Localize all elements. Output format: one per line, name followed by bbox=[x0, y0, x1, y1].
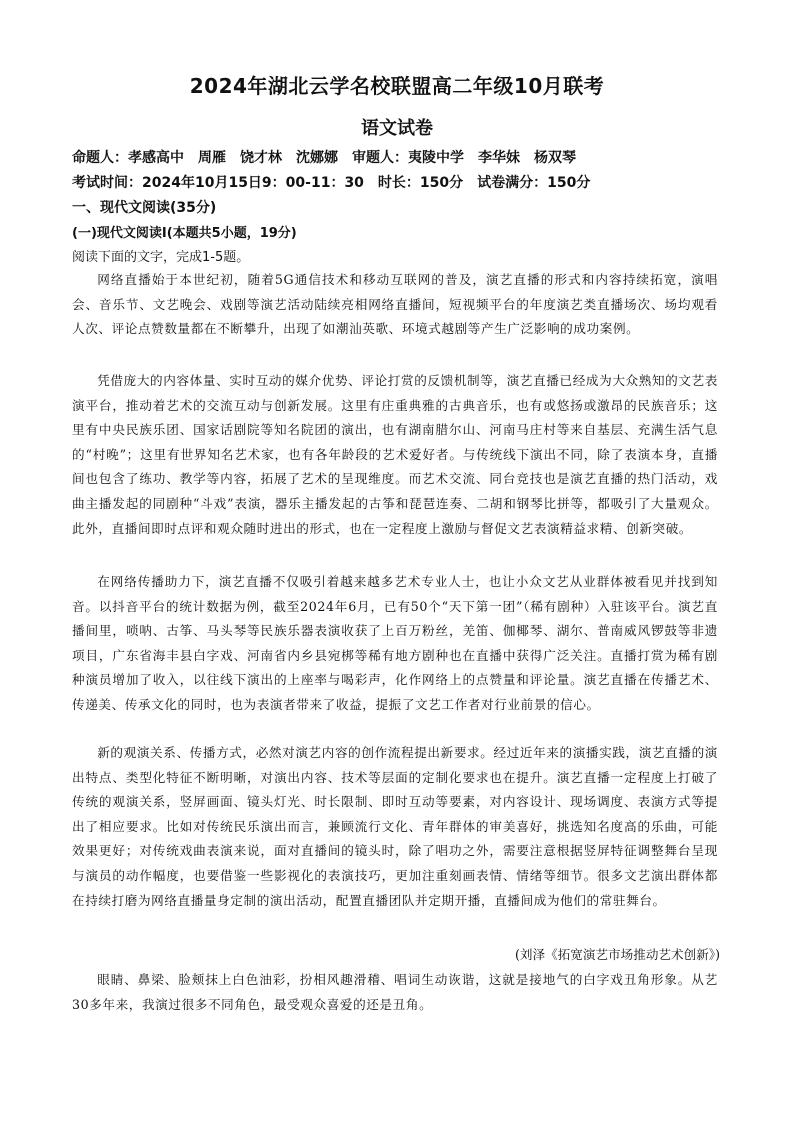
authors-line: 命题人：孝感高中 周雁 饶才林 沈娜娜 审题人：夷陵中学 李华妹 杨双琴 bbox=[72, 150, 576, 166]
paragraph-text: 眼睛、鼻梁、脸颊抹上白色油彩，扮相风趣滑稽、唱词生动诙谐，这就是接地气的白字戏丑角形象。从艺30多年来，我演过很多不同角色，最受观众喜爱的还是丑角。 bbox=[72, 972, 718, 1012]
article-citation: (刘泽《拓宽演艺市场推动艺术创新》) bbox=[514, 947, 720, 962]
exam-title: 2024年湖北云学名校联盟高二年级10月联考 bbox=[189, 74, 605, 98]
paragraph-text: 在网络传播助力下，演艺直播不仅吸引着越来越多艺术专业人士，也让小众文艺从业群体被看见并找到知音。以抖音平台的统计数据为例，截至2024年6月，已有50个“天下第一团”（稀有剧种）入驻该平台。演艺直播间里，唢呐、古筝、马头琴等民族乐器表演收获了上百万粉丝，羌笛、伽椰琴、湖尔、普南威风锣鼓等非遗项目，广东省海丰县白字戏、河南省内乡县宛梆等稀有地方剧种也在直播中获得广泛关注。直播打赏为稀有剧种演员增加了收入，以往线下演出的上座率与喝彩声，化作网络上的点赞量和评论量。演艺直播在传播艺术、传递美、传承文化的同时，也为表演者带来了收益，提振了文艺工作者对行业前景的信心。 bbox=[72, 574, 718, 712]
paragraph-text: 凭借庞大的内容体量、实时互动的媒介优势、评论打赏的反馈机制等，演艺直播已经成为大众熟知的文艺表演平台，推动着艺术的交流互动与创新发展。这里有庄重典雅的古典音乐，也有或悠扬或激昂的民族音乐；这里有中央民族乐团、国家话剧院等知名院团的演出，也有湖南腊尔山、河南马庄村等来自基层、充满生活气息的“村晚”；这里有世界知名艺术家，也有各年龄段的艺术爱好者。与传统线下演出不同，除了表演本身，直播间也包含了练功、教学等内容，拓展了艺术的呈现维度。而艺术交流、同台竞技也是演艺直播的热门活动，戏曲主播发起的同剧种“斗戏”表演，器乐主播发起的古筝和琵琶连奏、二胡和钢琴比拼等，都吸引了大量观众。此外，直播间即时点评和观众随时进出的形式，也在一定程度上激励与督促文艺表演精益求精、创新突破。 bbox=[72, 373, 718, 536]
article-paragraph-2 bbox=[72, 369, 718, 541]
article-paragraph-3 bbox=[72, 570, 718, 718]
article-paragraph-1 bbox=[72, 268, 718, 342]
section-heading: 一、现代文阅读(35分) bbox=[72, 200, 217, 216]
article-paragraph-4 bbox=[72, 741, 718, 913]
article-paragraph-5 bbox=[72, 968, 718, 1017]
paragraph-text: 网络直播始于本世纪初，随着5G通信技术和移动互联网的普及，演艺直播的形式和内容持续拓宽，演唱会、音乐节、文艺晚会、戏剧等演艺活动陆续亮相网络直播间，短视频平台的年度演艺类直播场次、场均观看人次、评论点赞数量都在不断攀升，出现了如潮汕英歌、环境式越剧等产生广泛影响的成功案例。 bbox=[72, 272, 718, 337]
exam-info-line: 考试时间：2024年10月15日9：00-11：30 时长：150分 试卷满分：150分 bbox=[72, 175, 591, 191]
paragraph-text: 新的观演关系、传播方式，必然对演艺内容的创作流程提出新要求。经过近年来的演播实践，演艺直播的演出特点、类型化特征不断明晰，对演出内容、技术等层面的定制化要求也在提升。演艺直播一定程度上打破了传统的观演关系，竖屏画面、镜头灯光、时长限制、即时互动等要素，对内容设计、现场调度、表演方式等提出了相应要求。比如对传统民乐演出而言，兼顾流行文化、青年群体的审美喜好，挑选知名度高的乐曲，可能效果更好；对传统戏曲表演来说，面对直播间的镜头时，除了唱功之外，需要注意根据竖屏特征调整舞台呈现与演员的动作幅度，也要借鉴一些影视化的表演技巧，更加注重刻画表情、情绪等细节。很多文艺演出群体都在持续打磨为网络直播量身定制的演出活动，配置直播团队并定期开播，直播间成为他们的常驻舞台。 bbox=[72, 745, 718, 908]
exam-subtitle: 语文试卷 bbox=[361, 118, 433, 139]
reading-instruction: 阅读下面的文字，完成1-5题。 bbox=[72, 250, 250, 265]
sub-section-heading: (一)现代文阅读Ⅰ(本题共5小题，19分) bbox=[72, 226, 297, 241]
